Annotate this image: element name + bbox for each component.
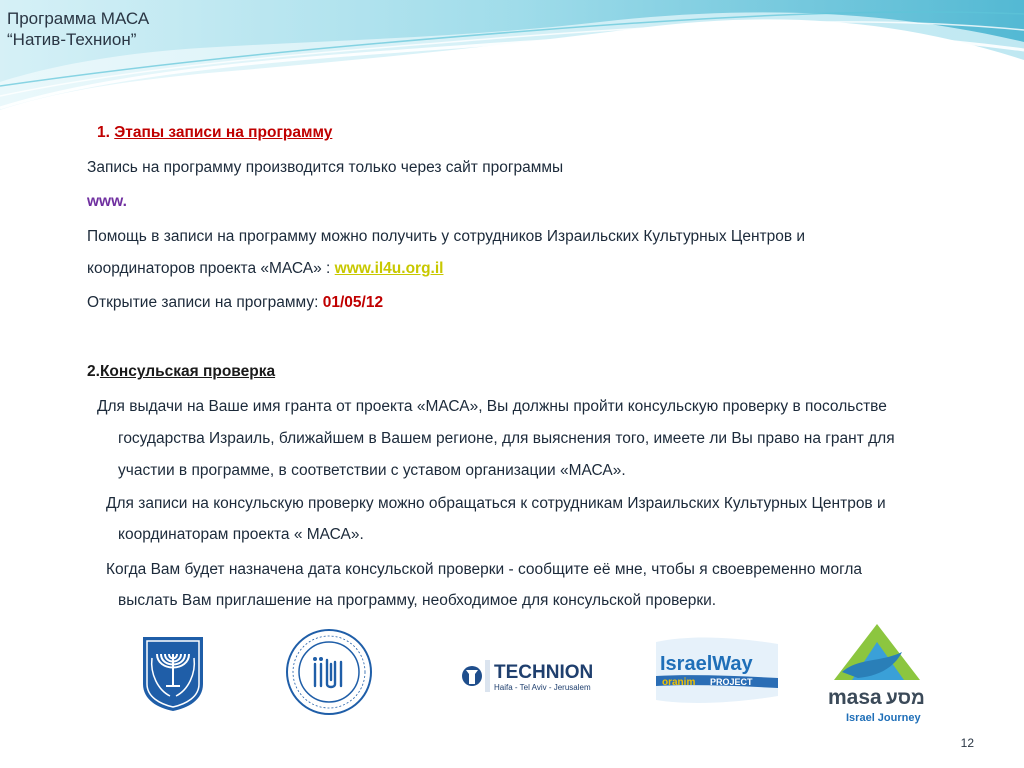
- section2-paragraph1-line3: участии в программе, в соответствии с уставом организации «МАСА».: [118, 462, 626, 479]
- section1-number: 1.: [97, 124, 110, 141]
- registration-open-date: 01/05/12: [322, 294, 384, 311]
- oranim-name: oranim: [662, 677, 696, 688]
- circular-seal-logo: [285, 628, 373, 716]
- section2-paragraph3-line2: выслать Вам приглашение на программу, необходимое для консульской проверки.: [118, 592, 717, 609]
- registration-open-label: Открытие записи на программу:: [87, 294, 319, 311]
- header-title-line1: Программа МАСА: [7, 9, 150, 28]
- header-title: [7, 8, 149, 50]
- section1-paragraph2-text: координаторов проекта «МАСА» :: [87, 260, 331, 277]
- section1-paragraph2-line1: Помощь в записи на программу можно получить у сотрудников Израильских Культурных Центров и: [87, 228, 806, 245]
- israelway-oranim-logo: [654, 636, 780, 708]
- header-title-line2: “Натив-Технион”: [7, 30, 137, 49]
- section2-paragraph2-line2: координаторам проекта « МАСА».: [118, 526, 364, 543]
- masa-name: masa: [828, 686, 882, 709]
- section2-number: 2.: [87, 363, 100, 380]
- israelway-name: IsraelWay: [660, 653, 753, 675]
- masa-hebrew-name: מסע: [886, 688, 925, 709]
- section2-paragraph1-line1: Для выдачи на Ваше имя гранта от проекта «МАСА», Вы должны пройти консульскую проверку в посольстве: [97, 398, 887, 415]
- technion-name: TECHNION: [494, 662, 594, 683]
- masa-logo: [822, 622, 932, 728]
- israel-emblem-logo: [140, 634, 206, 712]
- section2-paragraph1-line2: государства Израиль, ближайшем в Вашем регионе, для выяснения того, имеете ли Вы право на грант для: [118, 430, 895, 447]
- project-label: PROJECT: [710, 677, 753, 687]
- il4u-link[interactable]: www.il4u.org.il: [334, 260, 444, 277]
- technion-subtitle: Haifa - Tel Aviv - Jerusalem: [494, 683, 591, 692]
- masa-tagline: Israel Journey: [846, 712, 921, 724]
- header-wave-decoration: [0, 0, 1024, 120]
- section1-paragraph1: Запись на программу производится только через сайт программы: [87, 159, 564, 176]
- section1-paragraph2-line2: [87, 260, 443, 278]
- section2-paragraph3-line1: Когда Вам будет назначена дата консульской проверки - сообщите её мне, чтобы я своевременно могла: [106, 561, 863, 578]
- section2-paragraph2-line1: Для записи на консульскую проверку можно обращаться к сотрудникам Израильских Культурных Центров и: [106, 495, 886, 512]
- section1-heading: [97, 124, 332, 142]
- section2-heading: [87, 363, 275, 381]
- section1-title: Этапы записи на программу: [114, 124, 333, 141]
- technion-logo: [460, 656, 605, 696]
- section2-title: Консульская проверка: [99, 363, 276, 380]
- section1-www[interactable]: www.: [87, 193, 127, 210]
- page-number: 12: [960, 736, 974, 750]
- section1-paragraph3: [87, 294, 383, 312]
